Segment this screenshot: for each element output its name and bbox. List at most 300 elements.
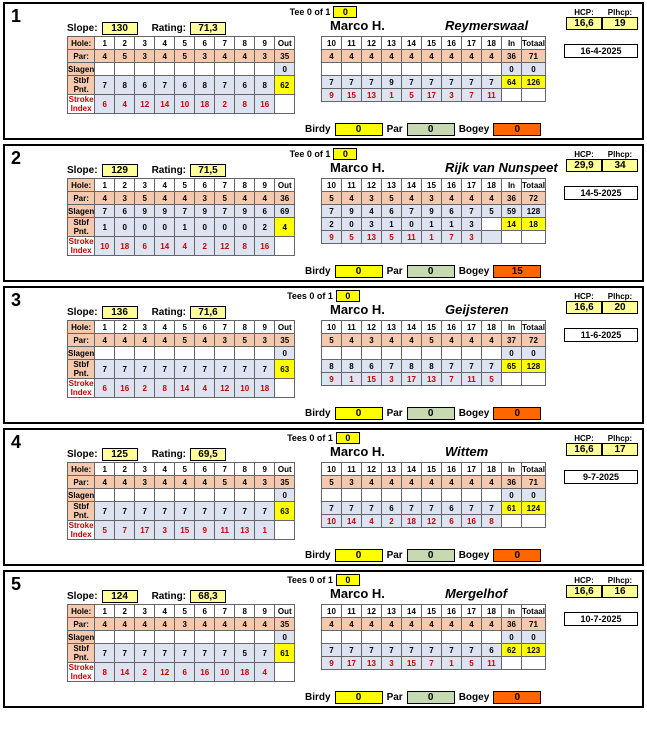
cell [135,631,155,644]
cell: 62 [502,644,522,657]
cell: 15 [422,37,442,50]
cell: 0 [275,347,295,360]
cell: 7 [155,502,175,521]
cell: 4 [402,192,422,205]
cell: 5 [342,231,362,244]
cell: 72 [522,192,546,205]
cell: 7 [155,76,175,95]
cell: 4 [155,334,175,347]
cell [195,63,215,76]
cell: 7 [442,360,462,373]
cell: 36 [502,476,522,489]
handicap-box [566,150,638,172]
cell: 2 [215,95,235,114]
summary-row [305,265,541,278]
cell: 14 [402,463,422,476]
cell: 9 [322,89,342,102]
cell [175,347,195,360]
cell: 4 [155,321,175,334]
cell: 0 [402,218,422,231]
tee-label: Tees 0 of 1 0 [5,290,642,302]
cell: 7 [115,644,135,663]
cell [275,521,295,540]
cell: 5 [235,334,255,347]
cell: 3 [362,192,382,205]
cell: 7 [255,360,275,379]
cell: Stroke Index [68,521,94,539]
hcp-label: HCP: [574,8,594,17]
tee-label: Tee 0 of 1 0 [5,6,642,18]
cell: 128 [522,205,546,218]
cell: 12 [155,663,175,682]
cell: 8 [235,321,255,334]
cell: 126 [522,76,546,89]
cell: 7 [362,502,382,515]
course-name: Rijk van Nunspeet [445,160,558,175]
cell: 1 [342,373,362,386]
cell [115,631,135,644]
cell: 4 [155,605,175,618]
cell: 14 [175,379,195,398]
cell [135,347,155,360]
cell: 4 [175,237,195,256]
cell: 4 [342,192,362,205]
cell: 4 [195,618,215,631]
cell: 65 [502,360,522,373]
cell: 7 [155,360,175,379]
cell [442,63,462,76]
cell [95,63,115,76]
cell: 7 [322,76,342,89]
cell: 7 [135,360,155,379]
cell [462,489,482,502]
cell [275,379,295,398]
cell [342,347,362,360]
cell: 7 [402,205,422,218]
cell: 7 [422,502,442,515]
slope-value: 129 [102,164,138,177]
cell: 4 [115,618,135,631]
cell: 6 [135,76,155,95]
cell [275,237,295,256]
scorecard [3,286,644,424]
par-value: 0 [407,123,455,136]
cell [255,489,275,502]
cell: 9 [135,205,155,218]
cell: 5 [422,334,442,347]
cell: 61 [502,502,522,515]
cell: 3 [175,618,195,631]
cell: In [502,321,522,334]
cell: 4 [462,476,482,489]
cell: 1 [442,657,462,670]
cell: 12 [422,515,442,528]
cell: 0 [502,63,522,76]
hcp-label: HCP: [574,150,594,159]
cell: 5 [115,50,135,63]
tee-label: Tees 0 of 1 0 [5,432,642,444]
cell [422,347,442,360]
cell: 4 [362,205,382,218]
cell: 13 [382,179,402,192]
course-name: Mergelhof [445,586,508,601]
cell: 2 [115,179,135,192]
cell: 36 [275,192,295,205]
cell: Out [275,179,295,192]
cell: 16 [442,321,462,334]
cell: 8 [482,515,502,528]
cell: Stbf Pnt. [68,218,95,237]
par-value: 0 [407,691,455,704]
cell: 2 [115,321,135,334]
cell [195,489,215,502]
cell: 5 [175,334,195,347]
bogey-value: 15 [493,265,541,278]
cell: 9 [255,37,275,50]
cell [502,231,522,244]
cell [462,63,482,76]
cell: 11 [215,521,235,540]
birdy-label: Birdy [305,266,331,277]
cell: 4 [115,476,135,489]
cell: 0 [155,218,175,237]
bogey-value: 0 [493,123,541,136]
plhcp-label: Plhcp: [607,150,633,159]
cell: 7 [442,231,462,244]
cell: 35 [275,618,295,631]
back-nine-table [321,604,546,670]
cell [155,63,175,76]
par-label: Par [386,124,403,135]
player-name: Marco H. [330,160,385,175]
cell: 9 [382,76,402,89]
cell: 5 [175,37,195,50]
par-value: 0 [407,407,455,420]
cell: 7 [442,644,462,657]
cell: 4 [235,50,255,63]
cell: 4 [342,618,362,631]
cell: 7 [115,502,135,521]
cell: 71 [522,476,546,489]
cell: 17 [402,373,422,386]
cell: 5 [482,373,502,386]
cell [95,489,115,502]
cell: 7 [215,605,235,618]
cell: 1 [175,218,195,237]
plhcp-value: 20 [602,301,638,314]
cell: 37 [502,334,522,347]
back-nine-table [321,320,546,386]
cell: Slagen [68,490,95,500]
cell: 9 [155,205,175,218]
cell: 3 [155,521,175,540]
cell: 7 [95,76,115,95]
birdy-value: 0 [335,691,383,704]
slope-rating: Slope: 136 Rating: 71,6 [67,306,240,319]
hcp-label: HCP: [574,434,594,443]
cell: 14 [115,663,135,682]
cell: Totaal [522,38,545,48]
cell [482,63,502,76]
cell: 7 [195,502,215,521]
cell: 16 [255,237,275,256]
cell: 4 [255,663,275,682]
birdy-value: 0 [335,265,383,278]
cell: 4 [482,192,502,205]
plhcp-value: 34 [602,159,638,172]
cell: 16 [115,379,135,398]
cell: 2 [115,463,135,476]
cell: 4 [155,179,175,192]
cell: 0 [522,631,546,644]
cell: 4 [275,218,295,237]
cell: 7 [215,179,235,192]
cell: 5 [322,476,342,489]
cell: Stbf Pnt. [68,502,95,521]
cell: 6 [95,379,115,398]
cell: Hole: [68,321,95,334]
cell: 4 [442,50,462,63]
cell: 6 [382,502,402,515]
cell: 5 [135,192,155,205]
tee-value[interactable]: 0 [336,432,360,444]
birdy-label: Birdy [305,408,331,419]
back-nine-table [321,178,546,244]
par-label: Par [386,266,403,277]
cell [362,489,382,502]
cell: 1 [422,231,442,244]
cell [322,631,342,644]
cell [522,231,546,244]
cell: 16 [442,463,462,476]
cell [175,489,195,502]
cell: 10 [215,663,235,682]
cell: 8 [342,360,362,373]
cell: 3 [462,231,482,244]
birdy-value: 0 [335,407,383,420]
slope-value: 124 [102,590,138,603]
cell: 13 [382,463,402,476]
cell: 7 [322,502,342,515]
cell: 7 [462,644,482,657]
slope-rating: Slope: 124 Rating: 68,3 [67,590,240,603]
cell: 7 [215,321,235,334]
cell: 7 [255,644,275,663]
cell [422,489,442,502]
cell: Hole: [68,179,95,192]
cell: 1 [422,218,442,231]
cell: 7 [175,644,195,663]
cell: 2 [195,237,215,256]
cell: 4 [215,50,235,63]
cell: 7 [342,502,362,515]
bogey-label: Bogey [458,692,490,703]
tee-value[interactable]: 0 [333,148,357,160]
cell [175,63,195,76]
cell: 4 [482,476,502,489]
cell: 6 [482,644,502,657]
cell: 6 [382,205,402,218]
handicap-box [566,8,638,30]
cell: 4 [422,618,442,631]
cell [402,347,422,360]
cell: 4 [362,515,382,528]
card-number: 4 [11,432,22,452]
cell: 3 [215,334,235,347]
cell: 5 [382,192,402,205]
cell: 7 [422,76,442,89]
cell [442,347,462,360]
cell: 4 [362,618,382,631]
cell: 63 [275,360,295,379]
cell: 18 [482,605,502,618]
cell [342,631,362,644]
cell: 8 [235,95,255,114]
cell: Par: [68,476,95,489]
cell [322,489,342,502]
cell: 16 [442,37,462,50]
cell: 5 [175,463,195,476]
cell [235,63,255,76]
tee-value[interactable]: 0 [333,6,357,18]
cell: 12 [215,237,235,256]
cell: 14 [402,321,422,334]
cell: 9 [342,205,362,218]
cell: 7 [95,644,115,663]
slope-value: 125 [102,448,138,461]
cell: 6 [442,515,462,528]
cell: 16 [255,95,275,114]
cell [442,489,462,502]
cell: In [502,179,522,192]
cell: 5 [175,321,195,334]
cell [195,347,215,360]
cell: 5 [95,521,115,540]
cell: 16 [442,179,462,192]
cell: 9 [255,321,275,334]
tee-value[interactable]: 0 [336,290,360,302]
cell: 4 [195,476,215,489]
card-number: 1 [11,6,22,26]
slope-rating: Slope: 125 Rating: 69,5 [67,448,240,461]
cell: 15 [422,605,442,618]
cell: 5 [215,192,235,205]
cell: 16 [442,605,462,618]
cell: 8 [235,179,255,192]
cell: 11 [462,373,482,386]
cell [382,489,402,502]
cell: Out [275,321,295,334]
birdy-value: 0 [335,123,383,136]
cell: 15 [175,521,195,540]
cell: Stbf Pnt. [68,76,95,95]
cell [482,218,502,231]
cell: 7 [195,360,215,379]
cell: 1 [382,218,402,231]
cell: 7 [482,76,502,89]
cell: 4 [135,618,155,631]
cell: 4 [95,50,115,63]
cell: 3 [382,373,402,386]
cell: 9 [195,205,215,218]
cell: 17 [462,605,482,618]
cell: 11 [482,657,502,670]
cell: 7 [215,205,235,218]
scorecard [3,428,644,566]
cell: 18 [482,37,502,50]
cell: 14 [402,179,422,192]
hcp-label: HCP: [574,292,594,301]
cell: 6 [175,76,195,95]
birdy-label: Birdy [305,550,331,561]
cell: Par: [68,334,95,347]
cell: 9 [235,205,255,218]
cell [255,631,275,644]
cell: 7 [115,521,135,540]
cell: 124 [522,502,546,515]
cell [482,631,502,644]
cell: 8 [422,360,442,373]
cell [275,663,295,682]
hcp-value: 16,6 [566,301,602,314]
cell [215,489,235,502]
cell: 4 [115,334,135,347]
cell: 7 [322,644,342,657]
cell: 7 [215,502,235,521]
cell [422,631,442,644]
cell: 7 [422,657,442,670]
tee-value[interactable]: 0 [336,574,360,586]
cell: 7 [462,502,482,515]
handicap-box [566,292,638,314]
cell: 6 [175,663,195,682]
cell: 3 [442,89,462,102]
cell: 17 [422,89,442,102]
cell [522,515,546,528]
cell: 1 [382,89,402,102]
cell: 3 [135,321,155,334]
cell [502,89,522,102]
cell: 1 [95,463,115,476]
hcp-value: 16,6 [566,443,602,456]
cell: 8 [255,76,275,95]
cell: 5 [402,89,422,102]
cell: 4 [382,50,402,63]
cell: 35 [275,334,295,347]
birdy-label: Birdy [305,124,331,135]
cell: 6 [362,360,382,373]
cell: 0 [275,631,295,644]
cell: 14 [155,237,175,256]
rating-value: 68,3 [190,590,226,603]
cell: 72 [522,334,546,347]
cell [215,347,235,360]
cell: 10 [322,515,342,528]
cell [342,489,362,502]
cell: 4 [155,37,175,50]
cell: 18 [235,663,255,682]
cell [482,231,502,244]
cell: 7 [462,89,482,102]
cell: 2 [382,515,402,528]
cell: 36 [502,192,522,205]
cell: 13 [382,605,402,618]
hcp-label: HCP: [574,576,594,585]
cell: 5 [462,657,482,670]
cell: 12 [215,379,235,398]
rating-value: 71,3 [190,22,226,35]
cell: 5 [322,334,342,347]
